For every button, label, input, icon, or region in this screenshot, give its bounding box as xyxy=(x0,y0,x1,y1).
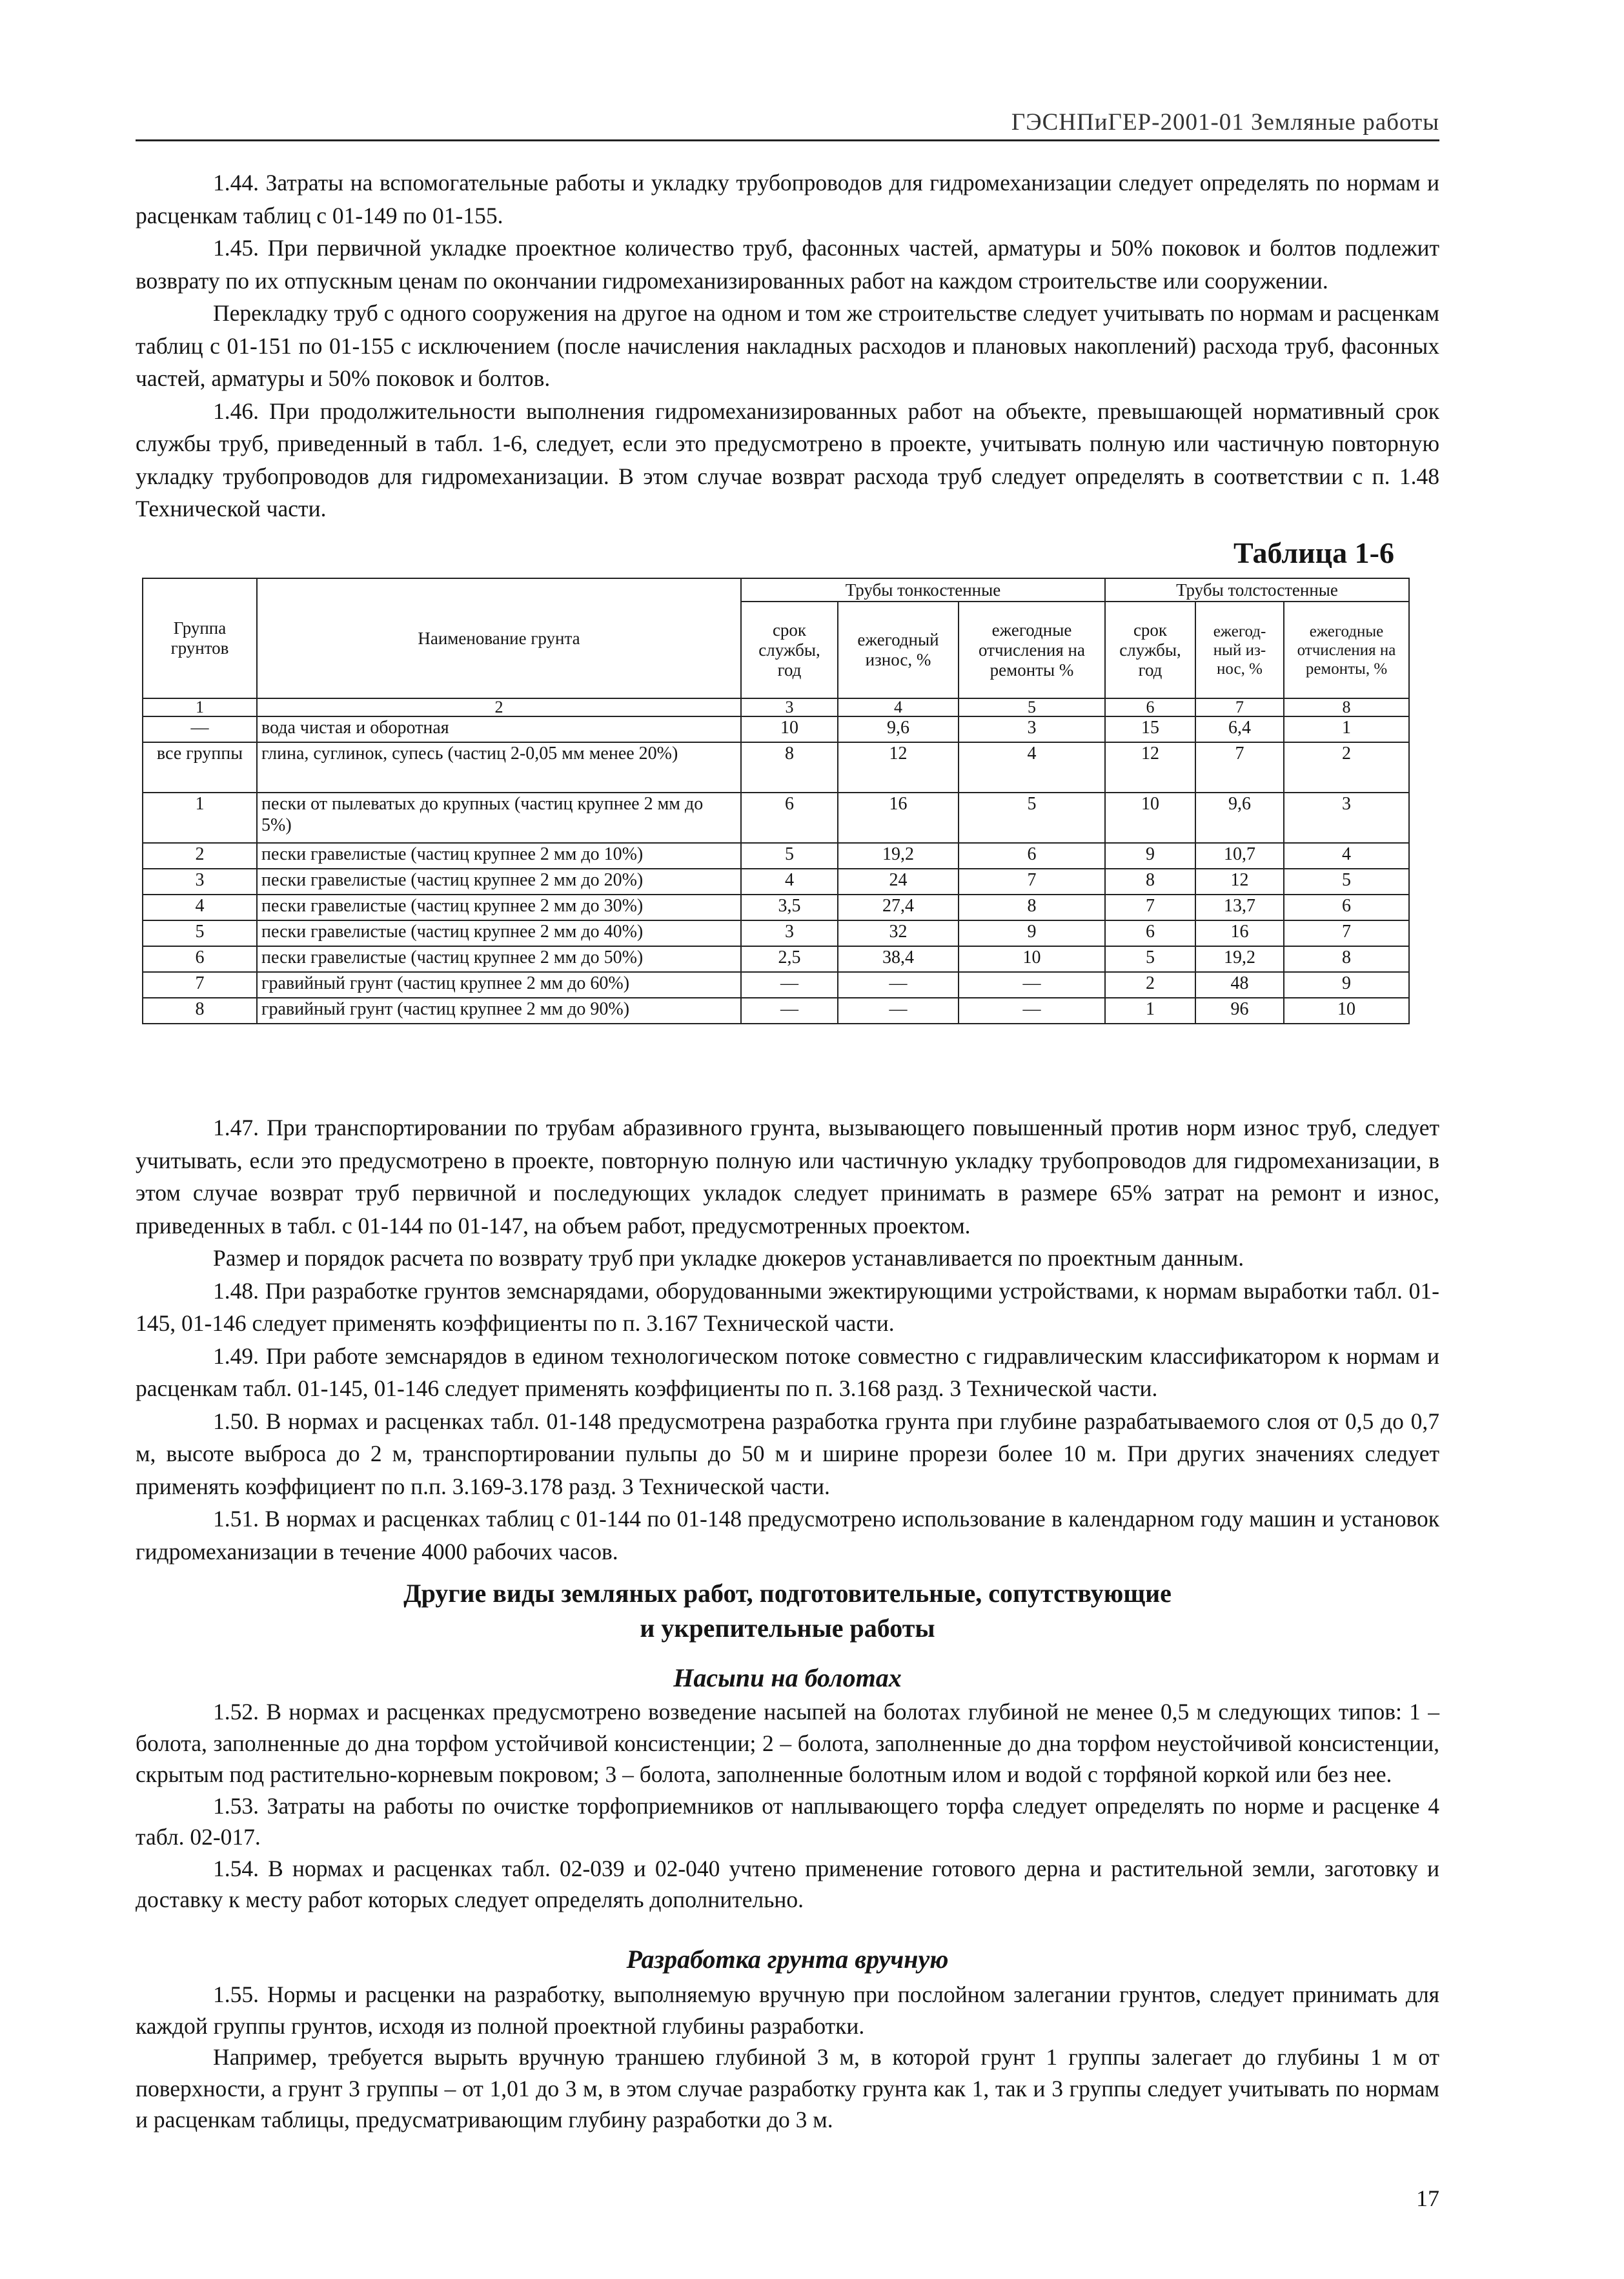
cell-value: 3 xyxy=(1284,793,1409,843)
cell-value: 10 xyxy=(959,946,1105,972)
cell-name: пески от пылеватых до крупных (частиц крупнее 2 мм до 5%) xyxy=(257,793,741,843)
cell-value: 19,2 xyxy=(1195,946,1284,972)
paragraph-1-46: 1.46. При продолжительности выполнения гидромеханизированных работ на объекте, превышающей нормативный срок службы труб, приведенный в табл. 1-6, следует, если это предусмотрено в проекте, учитывать полную или частичную повторную укладку трубопроводов для гидромеханизации. В этом случае возврат расхода труб следует определять в соответствии с п. 1.48 Технической части. xyxy=(136,398,1439,522)
header-annual-repair: ежегодные отчисления на ремонты % xyxy=(959,602,1105,698)
paragraph-1-47: 1.47. При транспортировании по трубам абразивного грунта, вызывающего повышенный против норм износ труб, следует учитывать, если это предусмотрено в проекте, повторную полную или частичную укладку трубопроводов для гидромеханизации, в этом случае возврат труб первичной и последующих укладок следует принимать в размере 65% затрат на ремонт и износ, приведенных в табл. с 01-144 по 01-147, на объем работ, предусмотренных проектом. xyxy=(136,1115,1439,1239)
table-row xyxy=(143,946,1409,972)
cell-group: 1 xyxy=(143,793,257,843)
paragraph-1-51: 1.51. В нормах и расценках таблиц с 01-144 по 01-148 предусмотрено использование в календарном году машин и установок гидромеханизации в течение 4000 рабочих часов. xyxy=(136,1506,1439,1565)
cell-value: 8 xyxy=(1105,869,1195,895)
cell-value: 7 xyxy=(1195,742,1284,793)
paragraph-duker: Размер и порядок расчета по возврату труб при укладке дюкеров устанавливается по проектным данным. xyxy=(213,1245,1244,1271)
cell-value: 10 xyxy=(741,716,838,742)
cell-value: — xyxy=(838,998,959,1024)
cell-name: глина, суглинок, супесь (частиц 2-0,05 мм менее 20%) xyxy=(257,742,741,793)
cell-value: 9,6 xyxy=(1195,793,1284,843)
paragraphs-middle xyxy=(136,1111,1439,1568)
table-row xyxy=(143,742,1409,793)
header-annual-wear: ежегодный износ, % xyxy=(838,602,959,698)
cell-value: 1 xyxy=(1284,716,1409,742)
cell-value: 2 xyxy=(1284,742,1409,793)
paragraphs-swamps xyxy=(136,1696,1439,1916)
table-row xyxy=(143,869,1409,895)
cell-value: 4 xyxy=(1284,843,1409,869)
cell-value: — xyxy=(959,972,1105,998)
table-row xyxy=(143,843,1409,869)
column-number: 7 xyxy=(1195,698,1284,716)
table-row xyxy=(143,998,1409,1024)
paragraph-example: Например, требуется вырыть вручную траншею глубиной 3 м, в которой грунт 1 группы залегает до глубины 1 м от поверхности, а грунт 3 группы – от 1,01 до 3 м, в этом случае разработку грунта как 1, так и 3 группы следует учитывать по нормам и расценкам таблицы, предусматривающим глубину разработки до 3 м. xyxy=(136,2044,1439,2132)
paragraphs-top xyxy=(136,167,1439,525)
cell-value: 12 xyxy=(1195,869,1284,895)
table-row xyxy=(143,895,1409,920)
cell-value: 15 xyxy=(1105,716,1195,742)
column-number: 5 xyxy=(959,698,1105,716)
section-title-line-1: Другие виды земляных работ, подготовительные, сопутствующие xyxy=(403,1579,1172,1608)
cell-value: — xyxy=(741,998,838,1024)
cell-value: 27,4 xyxy=(838,895,959,920)
column-number: 3 xyxy=(741,698,838,716)
cell-group: 8 xyxy=(143,998,257,1024)
paragraphs-manual xyxy=(136,1979,1439,2136)
cell-value: 38,4 xyxy=(838,946,959,972)
table-row xyxy=(143,793,1409,843)
cell-value: 12 xyxy=(1105,742,1195,793)
cell-value: 9 xyxy=(1284,972,1409,998)
cell-group: — xyxy=(143,716,257,742)
cell-value: 6 xyxy=(959,843,1105,869)
cell-value: 6 xyxy=(741,793,838,843)
cell-name: гравийный грунт (частиц крупнее 2 мм до 60%) xyxy=(257,972,741,998)
cell-value: 12 xyxy=(838,742,959,793)
header-rule xyxy=(136,139,1439,141)
paragraph-1-49: 1.49. При работе земснарядов в едином технологическом потоке совместно с гидравлическим классификатором к нормам и расценкам табл. 01-145, 01-146 следует применять коэффициенты по п. 3.168 разд. 3 Технической части. xyxy=(136,1342,1439,1401)
cell-value: 2,5 xyxy=(741,946,838,972)
header-thick-walled: Трубы толстостенные xyxy=(1105,578,1409,602)
cell-group: 4 xyxy=(143,895,257,920)
header-name: Наименование грунта xyxy=(257,578,741,698)
cell-value: 8 xyxy=(1284,946,1409,972)
cell-value: 3 xyxy=(959,716,1105,742)
header-service-life-2: срок службы, год xyxy=(1105,602,1195,698)
cell-value: — xyxy=(838,972,959,998)
cell-name: вода чистая и оборотная xyxy=(257,716,741,742)
cell-value: 4 xyxy=(741,869,838,895)
paragraph-1-45: 1.45. При первичной укладке проектное количество труб, фасонных частей, арматуры и 50% поковок и болтов подлежит возврату по их отпускным ценам по окончании гидромеханизированных работ на каждом строительстве или сооружении. xyxy=(136,235,1439,294)
page-number: 17 xyxy=(1416,2185,1439,2211)
cell-value: 9 xyxy=(959,920,1105,946)
column-number: 1 xyxy=(143,698,257,716)
cell-group: 3 xyxy=(143,869,257,895)
paragraph-1-52: 1.52. В нормах и расценках предусмотрено возведение насыпей на болотах глубиной не менее 0,5 м следующих типов: 1 – болота, заполненные до дна торфом устойчивой консистенции; 2 – болота, заполненные до дна торфом неустойчивой консистенции, скрытым под растительно-корневым покровом; 3 – болота, заполненные болотным илом и водой с торфяной коркой или без нее. xyxy=(136,1699,1439,1787)
cell-name: пески гравелистые (частиц крупнее 2 мм до 30%) xyxy=(257,895,741,920)
cell-value: 10,7 xyxy=(1195,843,1284,869)
paragraph-1-54: 1.54. В нормах и расценках табл. 02-039 и 02-040 учтено применение готового дерна и растительной земли, заготовку и доставку к месту работ которых следует определять дополнительно. xyxy=(136,1855,1439,1912)
cell-name: гравийный грунт (частиц крупнее 2 мм до 90%) xyxy=(257,998,741,1024)
cell-value: 7 xyxy=(1105,895,1195,920)
cell-value: 8 xyxy=(741,742,838,793)
table-title: Таблица 1-6 xyxy=(1233,536,1394,569)
cell-value: 6 xyxy=(1105,920,1195,946)
cell-group: 2 xyxy=(143,843,257,869)
paragraph-1-50: 1.50. В нормах и расценках табл. 01-148 предусмотрена разработка грунта при глубине разрабатываемого слоя от 0,5 до 0,7 м, высоте выброса до 2 м, транспортировании пульпы до 50 м и ширине прорези более 10 м. При других значениях следует применять коэффициент по п.п. 3.169-3.178 разд. 3 Технической части. xyxy=(136,1408,1439,1499)
cell-group: 7 xyxy=(143,972,257,998)
column-number: 6 xyxy=(1105,698,1195,716)
header-thin-walled: Трубы тонкостенные xyxy=(741,578,1105,602)
column-number: 4 xyxy=(838,698,959,716)
paragraph-1-55: 1.55. Нормы и расценки на разработку, выполняемую вручную при послойном залегании грунтов, следует принимать для каждой группы грунтов, исходя из полной проектной глубины разработки. xyxy=(136,1981,1439,2039)
column-number: 2 xyxy=(257,698,741,716)
cell-value: 8 xyxy=(959,895,1105,920)
cell-value: 19,2 xyxy=(838,843,959,869)
cell-value: — xyxy=(959,998,1105,1024)
cell-value: 48 xyxy=(1195,972,1284,998)
header-group: Группа грунтов xyxy=(143,578,257,698)
cell-value: 3 xyxy=(741,920,838,946)
section-title-line-2: и укрепительные работы xyxy=(640,1614,935,1643)
cell-value: 5 xyxy=(959,793,1105,843)
section-title xyxy=(136,1576,1439,1646)
cell-value: 6 xyxy=(1284,895,1409,920)
cell-value: 16 xyxy=(1195,920,1284,946)
cell-value: 96 xyxy=(1195,998,1284,1024)
cell-value: 24 xyxy=(838,869,959,895)
cell-group: 5 xyxy=(143,920,257,946)
paragraph-1-53: 1.53. Затраты на работы по очистке торфоприемников от наплывающего торфа следует определять по норме и расценке 4 табл. 02-017. xyxy=(136,1792,1439,1850)
column-number: 8 xyxy=(1284,698,1409,716)
header-service-life: срок службы, год xyxy=(741,602,838,698)
cell-value: 10 xyxy=(1284,998,1409,1024)
cell-value: 13,7 xyxy=(1195,895,1284,920)
table-row xyxy=(143,972,1409,998)
table-row xyxy=(143,920,1409,946)
cell-value: 9,6 xyxy=(838,716,959,742)
cell-value: 7 xyxy=(959,869,1105,895)
cell-value: 5 xyxy=(1105,946,1195,972)
cell-group: 6 xyxy=(143,946,257,972)
cell-value: 1 xyxy=(1105,998,1195,1024)
cell-name: пески гравелистые (частиц крупнее 2 мм до 10%) xyxy=(257,843,741,869)
cell-value: 6,4 xyxy=(1195,716,1284,742)
header-annual-wear-2: ежегод-ный из-нос, % xyxy=(1195,602,1284,698)
paragraph-1-44: 1.44. Затраты на вспомогательные работы и укладку трубопроводов для гидромеханизации следует определять по нормам и расценкам таблиц с 01-149 по 01-155. xyxy=(136,170,1439,228)
cell-value: 5 xyxy=(741,843,838,869)
cell-name: пески гравелистые (частиц крупнее 2 мм до 20%) xyxy=(257,869,741,895)
cell-value: 16 xyxy=(838,793,959,843)
table-1-6 xyxy=(142,578,1410,1024)
cell-value: 9 xyxy=(1105,843,1195,869)
cell-value: 5 xyxy=(1284,869,1409,895)
subsection-title-swamps: Насыпи на болотах xyxy=(673,1663,902,1692)
cell-value: 32 xyxy=(838,920,959,946)
cell-name: пески гравелистые (частиц крупнее 2 мм до 40%) xyxy=(257,920,741,946)
header-annual-repair-2: ежегодные отчисления на ремонты, % xyxy=(1284,602,1409,698)
cell-group: все группы xyxy=(143,742,257,793)
subsection-title-manual: Разработка грунта вручную xyxy=(626,1945,949,1974)
cell-value: 4 xyxy=(959,742,1105,793)
cell-value: 3,5 xyxy=(741,895,838,920)
paragraph-pipe-relocation: Перекладку труб с одного сооружения на другое на одном и том же строительстве следует учитывать по нормам и расценкам таблиц с 01-151 по 01-155 с исключением (после начисления накладных расходов и плановых накоплений) расхода труб, фасонных частей, арматуры и 50% поковок и болтов. xyxy=(136,300,1439,391)
column-numbers-row xyxy=(143,698,1409,716)
table-row xyxy=(143,716,1409,742)
running-header: ГЭСНПиГЕР-2001-01 Земляные работы xyxy=(1011,109,1439,136)
cell-value: 2 xyxy=(1105,972,1195,998)
cell-value: — xyxy=(741,972,838,998)
cell-name: пески гравелистые (частиц крупнее 2 мм до 50%) xyxy=(257,946,741,972)
paragraph-1-48: 1.48. При разработке грунтов земснарядами, оборудованными эжектирующими устройствами, к нормам выработки табл. 01-145, 01-146 следует применять коэффициенты по п. 3.167 Технической части. xyxy=(136,1277,1439,1336)
cell-value: 7 xyxy=(1284,920,1409,946)
cell-value: 10 xyxy=(1105,793,1195,843)
